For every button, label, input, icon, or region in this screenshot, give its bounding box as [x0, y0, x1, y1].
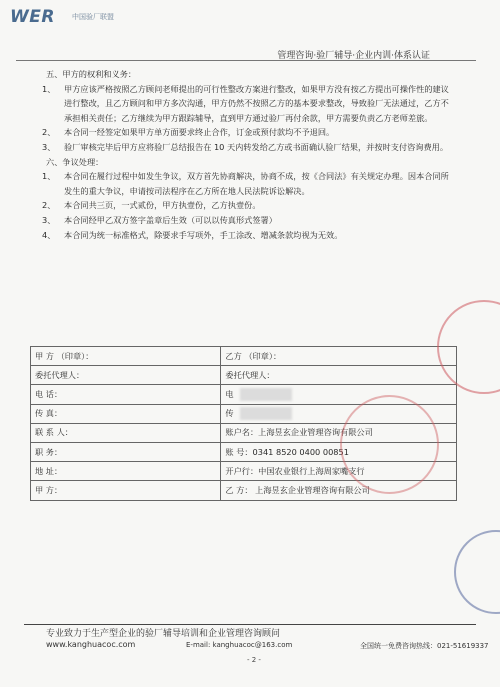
party-a-phone-label: 电 话： [31, 385, 221, 404]
footer-email: E-mail: kanghuacoc@163.com [186, 641, 293, 649]
section5-title: 五、甲方的权利和义务： [46, 69, 137, 79]
party-b-agent-label: 委托代理人： [221, 366, 457, 385]
party-a-contact-label: 联 系 人： [31, 423, 221, 442]
party-b-fax-cell: 传 [221, 404, 457, 423]
header-divider [16, 60, 476, 61]
section5-item-2: 2、 本合同一经签定如果甲方单方面要求终止合作，订金或预付款均不予退回。 [42, 127, 335, 138]
table-row [31, 347, 457, 366]
footer-slogan: 专业致力于生产型企业的验厂辅导培训和企业管理咨询顾问 [46, 629, 281, 639]
header [0, 0, 500, 40]
footer-divider [24, 624, 476, 625]
section5-item-1: 1、 甲方应该严格按照乙方顾问老师提出的可行性整改方案进行整改，如果甲方没有按乙方提出可操作性的建议进行整改，且乙方顾问和甲方多次沟通，甲方仍然不按照乙方的基本要求整改，导致验厂无法通过，乙方不承担相关责任；乙方继续为甲方跟踪辅导，直到甲方通过验厂再付余款，甲方需要负责乙方老师差旅。 [42, 83, 449, 123]
party-a-fax-label: 传 真： [31, 404, 221, 423]
party-a-label: 甲 方： [31, 481, 221, 500]
account-name: 账户名：上海昱玄企业管理咨询有限公司 [221, 423, 457, 442]
table-row [31, 366, 457, 385]
blue-seal-stamp [454, 530, 500, 614]
contract-body [42, 67, 456, 242]
party-b-seal-label: 乙方 （印章）： [221, 347, 457, 366]
redacted-value [240, 407, 292, 420]
party-b-company: 乙 方： 上海昱玄企业管理咨询有限公司 [221, 481, 457, 500]
section5-item-3: 3、 验厂审核完毕后甲方应将验厂总结报告在 10 天内转发给乙方或书面确认验厂结果，并按时支付咨询费用。 [42, 141, 449, 152]
section6-title: 六、争议处理： [46, 156, 104, 167]
party-b-phone-cell: 电 [221, 385, 457, 404]
footer-phone: 全国统一免费咨询热线：021-51619337 [360, 642, 489, 650]
section6-item-3: 3、 本合同经甲乙双方签字盖章后生效（可以以传真形式签署） [42, 214, 277, 225]
party-a-title-label: 职 务： [31, 442, 221, 461]
account-number: 账 号：0341 8520 0400 00851 [221, 442, 457, 461]
tagline: 管理咨询·验厂辅导·企业内训·体系认证 [277, 51, 430, 61]
party-a-address-label: 地 址： [31, 462, 221, 481]
footer-website: www.kanghuacoc.com [46, 640, 136, 649]
section6-item-2: 2、 本合同共三页，一式贰份，甲方执壹份，乙方执壹份。 [42, 200, 261, 211]
logo-subtitle: 中国验厂联盟 [72, 13, 114, 21]
section6-item-1: 1、 本合同在履行过程中如发生争议，双方首先协商解决，协商不成，按《合同法》有关规定办理。因本合同所发生的重大争议，申请按司法程序在乙方所在地人民法院诉讼解决。 [42, 171, 449, 196]
redacted-value [240, 388, 292, 401]
logo: WER [10, 7, 55, 27]
red-seal-stamp [340, 395, 439, 494]
page-number: - 2 - [247, 656, 261, 664]
section6-item-4: 4、 本合同为统一标准格式，除要求手写项外，手工涂改、增减条款均视为无效。 [42, 229, 343, 240]
party-a-agent-label: 委托代理人： [31, 366, 221, 385]
party-a-seal-label: 甲 方 （印章）： [31, 347, 221, 366]
bank-name: 开户行：中国农业银行上海周家嘴支行 [221, 462, 457, 481]
